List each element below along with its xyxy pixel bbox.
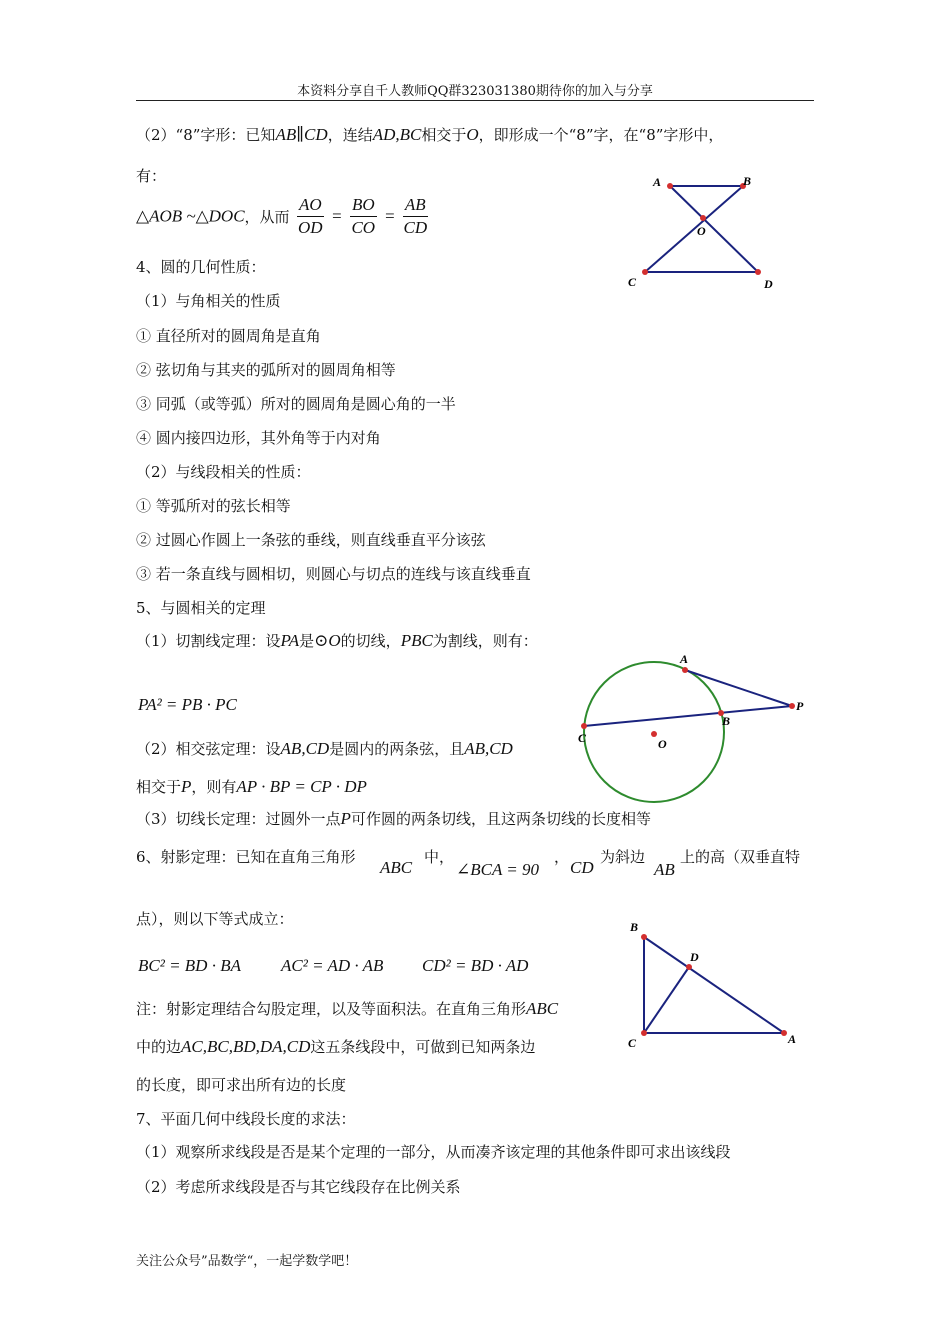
point-c xyxy=(641,1030,647,1036)
projection-tail: 上的高（双垂直特 xyxy=(680,848,801,866)
secant-circle-figure xyxy=(570,650,820,810)
angle-prop-1: ① 直径所对的圆周角是直角 xyxy=(136,327,321,345)
circle-props-title: 4、圆的几何性质： xyxy=(136,258,266,276)
note2-pre: 中的边 xyxy=(136,1038,182,1056)
secant-pbc: PBC xyxy=(400,631,433,650)
note2-end: 这五条线段中，可做到已知两条边 xyxy=(310,1038,536,1056)
projection-note-line1 xyxy=(136,998,558,1019)
label-b: B xyxy=(743,174,752,188)
chord-p: P xyxy=(181,777,192,796)
seg-ad xyxy=(670,186,758,272)
projection-formula-1: BC² = BD · BA xyxy=(138,956,241,975)
point-c xyxy=(581,723,587,729)
point-a xyxy=(667,183,673,189)
point-d xyxy=(686,964,692,970)
segment-prop-1: ① 等弧所对的弦长相等 xyxy=(136,497,291,515)
projection-comma: ， xyxy=(554,848,570,866)
secant-mid: 是 xyxy=(299,632,315,650)
chord-expr2: AB,CD xyxy=(464,739,513,758)
tangent-pa xyxy=(685,670,792,706)
note1-abc: ABC xyxy=(526,999,559,1018)
equals-1: = xyxy=(331,206,343,226)
frac2-num: BO xyxy=(350,194,377,217)
seg-bc xyxy=(645,186,743,272)
chord-formula: AP · BP = CP · DP xyxy=(236,777,367,796)
point-o xyxy=(651,731,657,737)
chord-line2-pre: 相交于 xyxy=(136,778,182,796)
seg-ba xyxy=(644,937,784,1033)
label-a: A xyxy=(653,175,662,189)
frac1-den: OD xyxy=(298,218,323,237)
page-header: 本资料分享自千人教师QQ群323031380期待你的加入与分享 xyxy=(297,84,653,99)
chord-line2-mid: ，则有 xyxy=(191,778,237,796)
similar-triangles: △AOB ~△DOC xyxy=(136,206,245,226)
segments-item-2: （2）考虑所求线段是否与其它线段存在比例关系 xyxy=(136,1178,461,1196)
frac3-den: CD xyxy=(403,218,428,237)
projection-abc: ABC xyxy=(380,858,413,877)
segments-item-1: （1）观察所求线段是否是某个定理的一部分，从而凑齐该定理的其他条件即可求出该线段 xyxy=(136,1143,731,1161)
label-p: P xyxy=(796,699,804,713)
chord-theorem-line1 xyxy=(136,738,513,759)
point-a xyxy=(682,667,688,673)
frac2-den: CO xyxy=(351,218,376,237)
chord-theorem-line2 xyxy=(136,776,367,797)
eight-shape-line2: 有： xyxy=(136,167,167,185)
label-a: A xyxy=(788,1032,797,1046)
projection-formula-2: AC² = AD · AB xyxy=(281,956,384,975)
chord-mid: 是圆内的两条弦，且 xyxy=(329,740,465,758)
label-d: D xyxy=(690,950,699,964)
chord-pre: （2）相交弦定理：设 xyxy=(136,740,281,758)
projection-zhong: 中， xyxy=(424,848,455,866)
eight-similarity-line xyxy=(136,194,430,239)
eight-text-d: ，即形成一个“8”字，在“8”字形中， xyxy=(478,126,724,144)
label-c: C xyxy=(628,1036,637,1050)
secant-pa: PA xyxy=(280,631,300,650)
tangent-p: P xyxy=(340,809,351,828)
projection-formula-3: CD² = BD · AD xyxy=(422,956,529,975)
seg-cd xyxy=(644,967,689,1033)
similar-suffix: ，从而 xyxy=(244,208,290,226)
point-c xyxy=(642,269,648,275)
secant-formula: PA² = PB · PC xyxy=(138,695,237,714)
label-c: C xyxy=(628,275,637,289)
fraction-ao-od xyxy=(297,194,324,239)
point-o xyxy=(700,215,706,221)
angle-prop-3: ③ 同弧（或等弧）所对的圆周角是圆心角的一半 xyxy=(136,395,456,413)
segment-prop-2: ② 过圆心作圆上一条弦的垂线，则直线垂直平分该弦 xyxy=(136,531,486,549)
label-a: A xyxy=(680,652,689,666)
frac1-num: AO xyxy=(297,194,324,217)
point-b xyxy=(641,934,647,940)
secant-pc xyxy=(584,706,792,726)
projection-line2: 点），则以下等式成立： xyxy=(136,910,294,928)
projection-cd: CD xyxy=(570,858,594,877)
secant-theorem-line xyxy=(136,630,538,651)
eight-text-a: （2）“8”字形：已知 xyxy=(136,126,276,144)
equals-2: = xyxy=(384,206,396,226)
header-divider xyxy=(136,100,814,101)
label-c: C xyxy=(578,731,587,745)
label-d: D xyxy=(764,277,773,291)
projection-wei: 为斜边 xyxy=(600,848,646,866)
projection-title-a: 6、射影定理：已知在直角三角形 xyxy=(136,848,356,866)
label-b: B xyxy=(722,714,731,728)
eight-shape-line1 xyxy=(136,124,723,145)
angle-prop-4: ④ 圆内接四边形，其外角等于内对角 xyxy=(136,429,381,447)
fraction-bo-co xyxy=(350,194,377,239)
segment-props-title: （2）与线段相关的性质： xyxy=(136,463,311,481)
eight-text-b: ，连结 xyxy=(327,126,373,144)
angle-props-title: （1）与角相关的性质 xyxy=(136,292,281,310)
tangent-theorem-line xyxy=(136,808,651,829)
right-triangle-figure xyxy=(620,915,810,1055)
segment-prop-3: ③ 若一条直线与圆相切，则圆心与切点的连线与该直线垂直 xyxy=(136,565,531,583)
fraction-ab-cd xyxy=(403,194,428,239)
secant-mid2: 的切线， xyxy=(340,632,401,650)
angle-prop-2: ② 弦切角与其夹的弧所对的圆周角相等 xyxy=(136,361,396,379)
page-footer: 关注公众号”品数学“，一起学数学吧！ xyxy=(136,1254,358,1269)
projection-note-line3: 的长度，即可求出所有边的长度 xyxy=(136,1076,347,1094)
eight-expr-parallel: AB∥CD xyxy=(275,125,328,144)
theorems-title: 5、与圆相关的定理 xyxy=(136,599,266,617)
label-o: O xyxy=(658,737,667,751)
eight-shape-figure xyxy=(620,170,790,295)
segments-title: 7、平面几何中线段长度的求法： xyxy=(136,1110,356,1128)
secant-end: 为割线，则有： xyxy=(432,632,538,650)
label-b: B xyxy=(630,920,639,934)
secant-pre: （1）切割线定理：设 xyxy=(136,632,281,650)
point-p xyxy=(789,703,795,709)
projection-ab: AB xyxy=(654,860,675,879)
chord-expr: AB,CD xyxy=(280,739,330,758)
note1-pre: 注：射影定理结合勾股定理，以及等面积法。在直角三角形 xyxy=(136,1000,527,1018)
point-a xyxy=(781,1030,787,1036)
eight-expr-adbc: AD,BC xyxy=(372,125,422,144)
label-o: O xyxy=(697,224,706,238)
note2-expr: AC,BC,BD,DA,CD xyxy=(181,1037,311,1056)
eight-text-c: 相交于 xyxy=(421,126,467,144)
projection-angle: ∠BCA = 90 xyxy=(456,860,540,879)
eight-expr-o: O xyxy=(466,125,479,144)
point-d xyxy=(755,269,761,275)
projection-note-line2 xyxy=(136,1036,535,1057)
frac3-num: AB xyxy=(403,194,428,217)
tangent-end: 可作圆的两条切线，且这两条切线的长度相等 xyxy=(350,810,651,828)
secant-circle: ⊙O xyxy=(314,631,341,650)
tangent-pre: （3）切线长定理：过圆外一点 xyxy=(136,810,341,828)
